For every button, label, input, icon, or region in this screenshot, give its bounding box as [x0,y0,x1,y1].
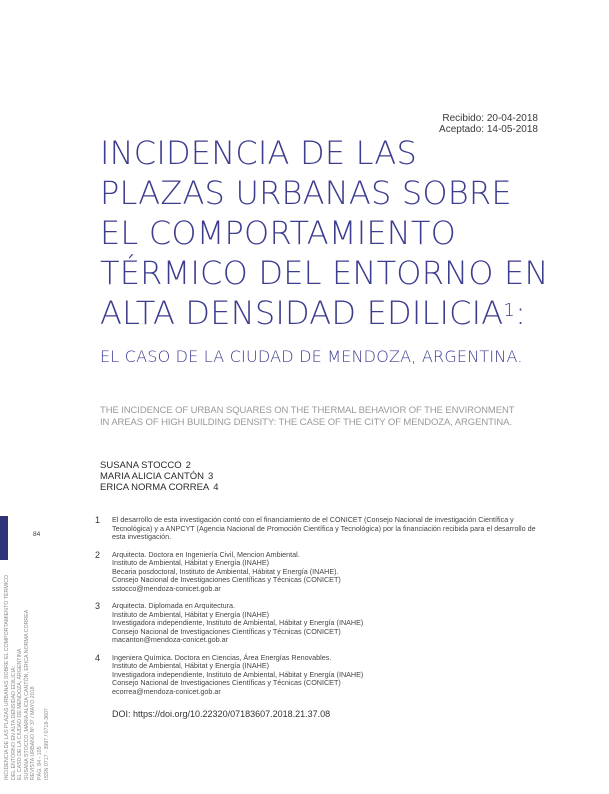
footnote [95,551,555,594]
title-line: PLAZAS URBANAS SOBRE [100,174,512,212]
title-line: INCIDENCIA DE LAS [100,134,417,172]
footnote-line: Instituto de Ambiental, Hábitat y Energía (INAHE) [112,558,270,567]
citation-line: PÁG. 84 - 105 [36,746,43,780]
author-ref[interactable]: 2 [185,460,191,471]
title-line: ALTA DENSIDAD EDILICIA [100,294,504,332]
author [100,460,219,471]
author [100,482,219,493]
received-dates [439,113,538,135]
footnote-line: Investigadora independiente, Instituto de Ambiental, Hábitat y Energía (INAHE) [112,618,364,627]
footnote-line: Ingeniera Química. Doctora en Ciencias, Área Energías Renovables. [112,652,332,662]
citation-line: DEL ENTORNO EN ALTA DENSIDAD EDILICIA: [10,665,17,780]
footnote-line: Tecnológica) y a ANPCYT (Agencia Nacional de Promoción Científica y Tecnológica) por la financiación recibida para el desarrollo de [112,523,536,533]
title-line: EL COMPORTAMIENTO [100,214,457,252]
footnote-line: Consejo Nacional de Investigaciones Científicas y Técnicas (CONICET) [112,575,341,584]
title-line: TÉRMICO DEL ENTORNO EN [100,254,549,292]
author-ref[interactable]: 4 [213,482,219,493]
footnote-line: esta investigación. [112,532,172,541]
author-name: MARIA ALICIA CANTÓN [100,471,204,482]
author-name: SUSANA STOCCO [100,460,182,471]
page-number: 84 [33,531,41,538]
footnote-email[interactable]: macanton@mendoza-conicet.gob.ar [112,635,228,644]
citation-line: REVISTA URBANO Nº 37 / MAYO 2018 [30,686,37,780]
footnote-line: Consejo Nacional de Investigaciones Científicas y Técnicas (CONICET) [112,626,341,636]
footnote-line: Instituto de Ambiental, Hábitat y Energía (INAHE) [112,609,270,619]
side-accent-bar [0,516,8,560]
vertical-citation [4,560,50,780]
english-title: THE INCIDENCE OF URBAN SQUARES ON THE THERMAL BEHAVIOR OF THE ENVIRONMENT IN AREAS OF HIGH BUILDING DENSITY: THE CASE OF THE CITY OF MENDOZA, ARGENTINA. [100,405,515,428]
footnote-line: Arquitecta. Diplomada en Arquitectura. [112,601,236,610]
citation-line: SUSANA STOCCO, MARIA ALICIA CANTÓN, ERICA NORMA CORREA [23,609,30,780]
footnote-number: 4 [95,652,101,663]
author [100,471,219,482]
footnote-number: 1 [95,515,101,525]
title-line-last [100,293,580,333]
footnote-line: Instituto de Ambiental, Hábitat y Energía (INAHE) [112,661,270,670]
title-footnote-mark[interactable]: 1 [503,300,516,321]
footnote-line: Arquitecta. Doctora en Ingeniería Civil, Mencion Ambiental. [112,549,300,559]
footnote-line: El desarrollo de esta investigación contó con el financiamiento de el CONICET (Consejo Nacional de investigación Científica y [112,515,514,524]
accepted-date: Aceptado: 14-05-2018 [439,124,538,135]
article-title [100,133,580,333]
footnote-email[interactable]: sstocco@mendoza-conicet.gob.ar [112,583,221,593]
footnote-line: Investigadora independiente, Instituto de Ambiental, Hábitat y Energía (INAHE) [112,669,364,679]
title-colon: : [515,294,527,332]
author-name: ERICA NORMA CORREA [100,482,210,493]
footnote-line: Becaria posdoctoral, Instituto de Ambiental, Hábitat y Energía (INAHE). [112,566,339,576]
citation-line: INCIDENCIA DE LAS PLAZAS URBANAS SOBRE EL COMPORTAMIENTO TÉRMICO [4,574,10,780]
doi-link[interactable]: DOI: https://doi.org/10.22320/07183607.2018.21.37.08 [112,709,331,719]
citation-line: ISSN 0717 - 3997 / 0718-3607 [43,708,50,780]
author-list [100,460,219,493]
footnote [95,654,555,697]
footnote [95,516,555,542]
footnotes [95,516,555,702]
footnote-line: Consejo Nacional de Investigaciones Científicas y Técnicas (CONICET) [112,678,341,687]
author-ref[interactable]: 3 [208,471,214,482]
citation-line: EL CASO DE LA CIUDAD DE MENDOZA, ARGENTINA [17,648,24,780]
footnote-number: 3 [95,601,101,611]
article-subtitle: EL CASO DE LA CIUDAD DE MENDOZA, ARGENTINA. [100,347,523,366]
footnote-email[interactable]: ecorrea@mendoza-conicet.gob.ar [112,686,221,696]
footnote-number: 2 [95,549,101,560]
footnote [95,602,555,645]
received-date: Recibido: 20-04-2018 [442,113,538,124]
